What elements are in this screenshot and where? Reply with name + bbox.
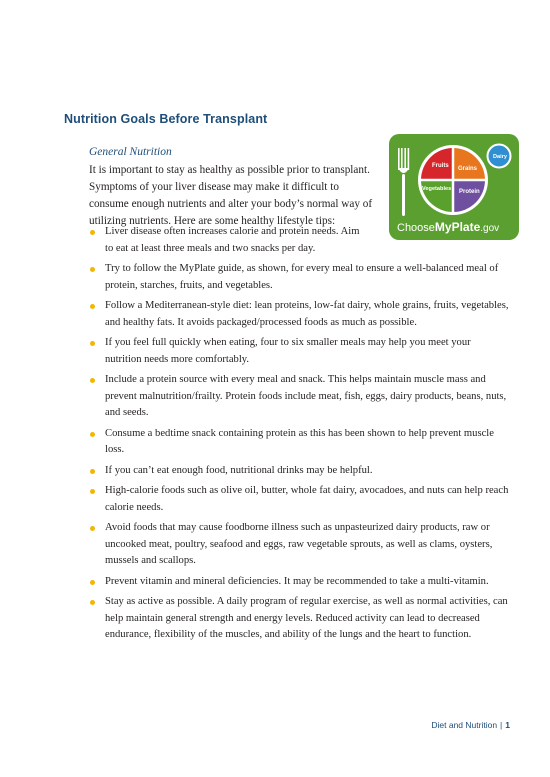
intro-paragraph: It is important to stay as healthy as possible prior to transplant. Symptoms of your liver disease may make it difficult to consume enough nutrients and alter your body’s normal way of utilizing nutrients. Here are some healthy lifestyle tips: bbox=[89, 164, 373, 227]
bullet-icon bbox=[90, 600, 95, 605]
bullet-icon bbox=[90, 432, 95, 437]
bullet-icon bbox=[90, 469, 95, 474]
subsection-title: General Nutrition bbox=[89, 146, 172, 158]
protein-label: Protein bbox=[459, 189, 480, 195]
page-footer bbox=[431, 720, 510, 730]
section-title: Nutrition Goals Before Transplant bbox=[64, 112, 268, 126]
tips-list bbox=[89, 224, 509, 648]
list-item: If you feel full quickly when eating, four to six smaller meals may help you meet your nutrition needs more comfortably. bbox=[89, 335, 509, 368]
bullet-icon bbox=[90, 378, 95, 383]
grains-section bbox=[453, 148, 485, 180]
dairy-label: Dairy bbox=[493, 154, 507, 160]
fork-icon bbox=[398, 148, 409, 216]
bullet-icon bbox=[90, 341, 95, 346]
bullet-icon bbox=[90, 489, 95, 494]
list-item: Stay as active as possible. A daily program of regular exercise, as well as normal activities, can help maintain general strength and energy levels. Reduced activity can lead to decreased endurance, flexibility of the muscles, and ability of the lungs and the heart to function. bbox=[89, 594, 509, 644]
grains-label: Grains bbox=[458, 166, 478, 172]
list-item: Avoid foods that may cause foodborne illness such as unpasteurized dairy products, raw or uncooked meat, poultry, seafood and eggs, raw vegetable sprouts, as well as clams, oysters, mussels and scallops. bbox=[89, 520, 509, 570]
list-item: If you can’t eat enough food, nutritional drinks may be helpful. bbox=[89, 463, 509, 480]
footer-label: Diet and Nutrition bbox=[431, 720, 498, 730]
protein-section bbox=[453, 180, 485, 212]
fruits-label: Fruits bbox=[432, 163, 449, 169]
list-item: Try to follow the MyPlate guide, as shown, for every meal to ensure a well-balanced meal of protein, starches, fruits, and vegetables. bbox=[89, 261, 509, 294]
vegetables-label: Vegetables bbox=[422, 186, 452, 192]
footer-separator: | bbox=[500, 720, 503, 730]
list-item: Prevent vitamin and mineral deficiencies. It may be recommended to take a multi-vitamin. bbox=[89, 574, 509, 591]
list-item: Consume a bedtime snack containing protein as this has been shown to help prevent muscle loss. bbox=[89, 426, 509, 459]
list-item: Include a protein source with every meal and snack. This helps maintain muscle mass and prevent malnutrition/frailty. Protein foods include meat, fish, eggs, dairy products, beans, nuts, and seeds. bbox=[89, 372, 509, 422]
bullet-icon bbox=[90, 267, 95, 272]
list-item: Liver disease often increases calorie and protein needs. Aim to eat at least three meals and two snacks per day. bbox=[89, 224, 367, 257]
vegetables-section bbox=[421, 180, 453, 212]
bullet-icon bbox=[90, 580, 95, 585]
list-item: High-calorie foods such as olive oil, butter, whole fat dairy, avocadoes, and nuts can help reach calorie needs. bbox=[89, 483, 509, 516]
page-number: 1 bbox=[505, 720, 510, 730]
bullet-icon bbox=[90, 304, 95, 309]
list-item: Follow a Mediterranean-style diet: lean proteins, low-fat dairy, whole grains, fruits, vegetables, and healthy fats. It avoids packaged/processed foods as much as possible. bbox=[89, 298, 509, 331]
bullet-icon bbox=[90, 230, 95, 235]
bullet-icon bbox=[90, 526, 95, 531]
choosemyplate-logo: ChooseMyPlate.gov bbox=[397, 220, 500, 234]
